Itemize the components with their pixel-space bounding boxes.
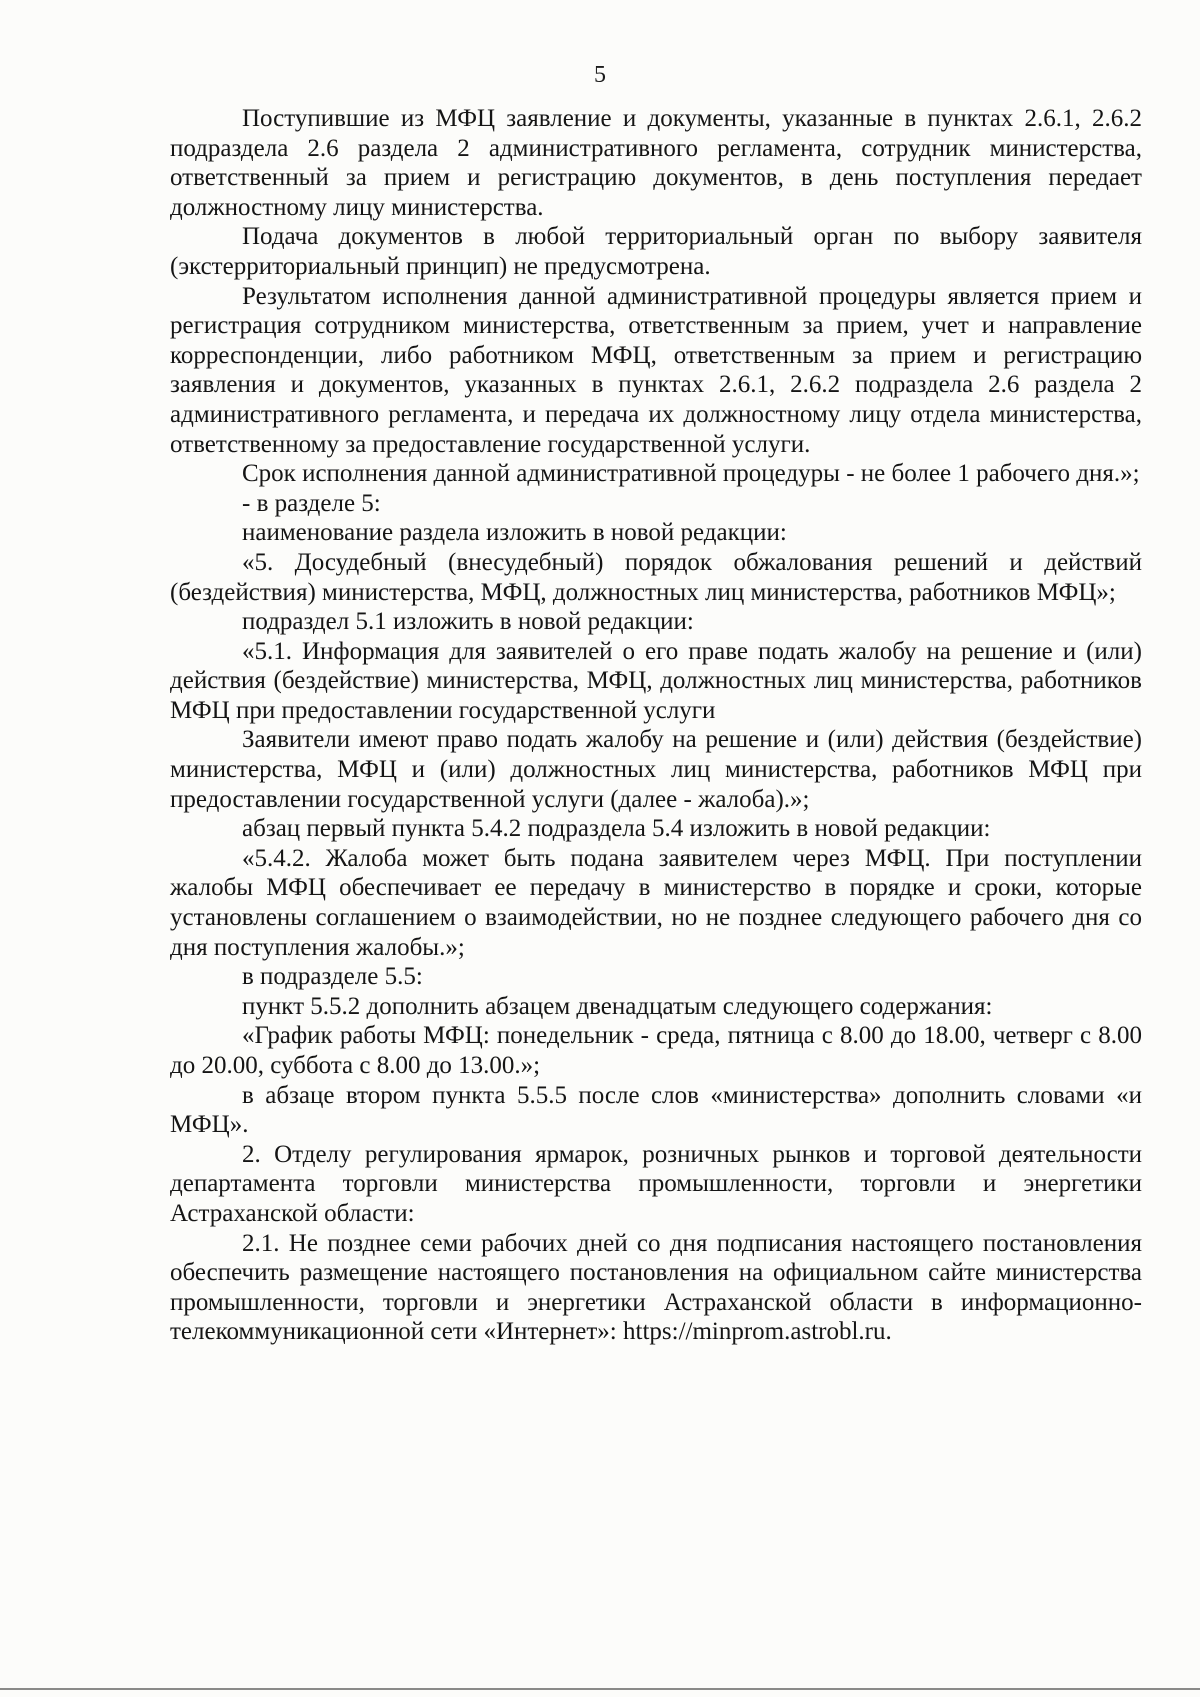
paragraph: Срок исполнения данной административной процедуры - не более 1 рабочего дня.»;	[242, 460, 1140, 488]
paragraph: - в разделе 5:	[242, 489, 381, 517]
paragraph: 2.1. Не позднее семи рабочих дней со дня подписания настоящего постановления обеспечить размещение настоящего постановления на официальном сайте министерства промышленности, торговли и энергетики Астраханской области в информационно-телекоммуникационной сети «Интернет»: https://minprom.astrobl.ru.	[170, 1229, 1142, 1346]
paragraph: подраздел 5.1 изложить в новой редакции:	[242, 608, 694, 636]
page-number: 5	[594, 62, 606, 88]
document-body	[170, 104, 1142, 1347]
paragraph: Результатом исполнения данной административной процедуры является прием и регистрация сотрудником министерства, ответственным за прием, учет и направление корреспонденции, либо работником МФЦ, ответственным за прием и регистрацию заявления и документов, указанных в пунктах 2.6.1, 2.6.2 подраздела 2.6 раздела 2 административного регламента, и передача их должностному лицу отдела министерства, ответственному за предоставление государственной услуги.	[170, 282, 1142, 458]
paragraph: «5. Досудебный (внесудебный) порядок обжалования решений и действий (бездействия) министерства, МФЦ, должностных лиц министерства, работников МФЦ»;	[170, 548, 1142, 606]
scan-edge-line	[0, 1688, 1200, 1690]
paragraph: Поступившие из МФЦ заявление и документы, указанные в пунктах 2.6.1, 2.6.2 подраздела 2.6 раздела 2 административного регламента, сотрудник министерства, ответственный за прием и регистрацию документов, в день поступления передает должностному лицу министерства.	[170, 105, 1142, 221]
paragraph: «5.4.2. Жалоба может быть подана заявителем через МФЦ. При поступлении жалобы МФЦ обеспечивает ее передачу в министерство в порядке и сроки, которые установлены соглашением о взаимодействии, но не позднее следующего рабочего дня со дня поступления жалобы.»;	[170, 844, 1142, 961]
paragraph: в подразделе 5.5:	[242, 963, 423, 991]
paragraph: Подача документов в любой территориальный орган по выбору заявителя (экстерриториальный принцип) не предусмотрена.	[170, 223, 1142, 280]
paragraph: 2. Отделу регулирования ярмарок, розничных рынков и торговой деятельности департамента торговли министерства промышленности, торговли и энергетики Астраханской области:	[170, 1140, 1142, 1227]
paragraph: «График работы МФЦ: понедельник - среда, пятница с 8.00 до 18.00, четверг с 8.00 до 20.00, суббота с 8.00 до 13.00.»;	[170, 1022, 1142, 1079]
paragraph: в абзаце втором пункта 5.5.5 после слов «министерства» дополнить словами «и МФЦ».	[170, 1081, 1142, 1139]
paragraph: абзац первый пункта 5.4.2 подраздела 5.4 изложить в новой редакции:	[242, 815, 991, 843]
paragraph: «5.1. Информация для заявителей о его праве подать жалобу на решение и (или) действия (бездействие) министерства, МФЦ, должностных лиц министерства, работников МФЦ при предоставлении государственной услуги	[170, 637, 1142, 724]
paragraph: Заявители имеют право подать жалобу на решение и (или) действия (бездействие) министерства, МФЦ и (или) должностных лиц министерства, работников МФЦ при предоставлении государственной услуги (далее - жалоба).»;	[170, 726, 1142, 813]
paragraph: наименование раздела изложить в новой редакции:	[242, 519, 787, 547]
paragraph: пункт 5.5.2 дополнить абзацем двенадцатым следующего содержания:	[242, 992, 993, 1020]
